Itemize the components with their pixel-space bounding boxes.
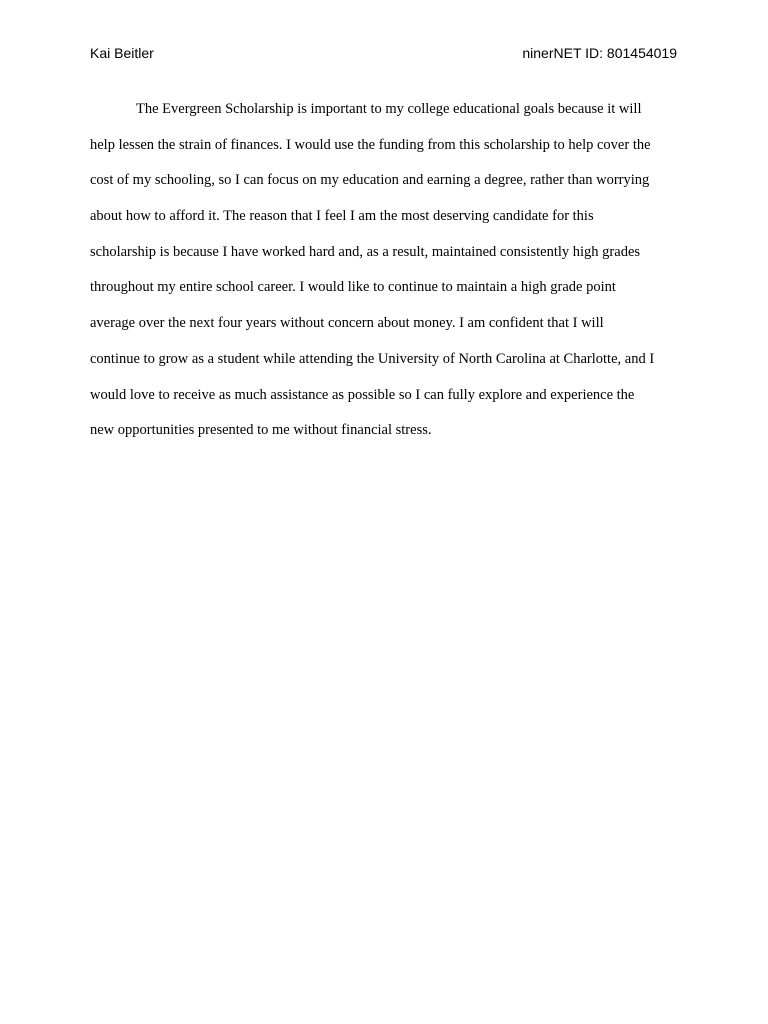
essay-line: cost of my schooling, so I can focus on my education and earning a degree, rather than worrying bbox=[90, 172, 650, 189]
essay-line: The Evergreen Scholarship is important to my college educational goals because it will bbox=[136, 101, 642, 117]
essay-line: average over the next four years without concern about money. I am confident that I will bbox=[90, 315, 604, 332]
niner-net-id: ninerNET ID: 801454019 bbox=[522, 45, 677, 61]
essay-line: throughout my entire school career. I would like to continue to maintain a high grade point bbox=[90, 279, 616, 296]
essay-line: about how to afford it. The reason that I feel I am the most deserving candidate for this bbox=[90, 208, 594, 225]
essay-line: would love to receive as much assistance as possible so I can fully explore and experience the bbox=[90, 386, 635, 403]
essay-line: new opportunities presented to me without financial stress. bbox=[90, 422, 432, 439]
page-header bbox=[90, 45, 677, 65]
essay-line: continue to grow as a student while attending the University of North Carolina at Charlotte, and I bbox=[90, 350, 655, 367]
essay-line: scholarship is because I have worked hard and, as a result, maintained consistently high grades bbox=[90, 243, 641, 260]
essay-line: help lessen the strain of finances. I would use the funding from this scholarship to help cover the bbox=[90, 136, 651, 153]
author-name: Kai Beitler bbox=[90, 45, 154, 61]
essay-paragraph bbox=[90, 92, 680, 449]
